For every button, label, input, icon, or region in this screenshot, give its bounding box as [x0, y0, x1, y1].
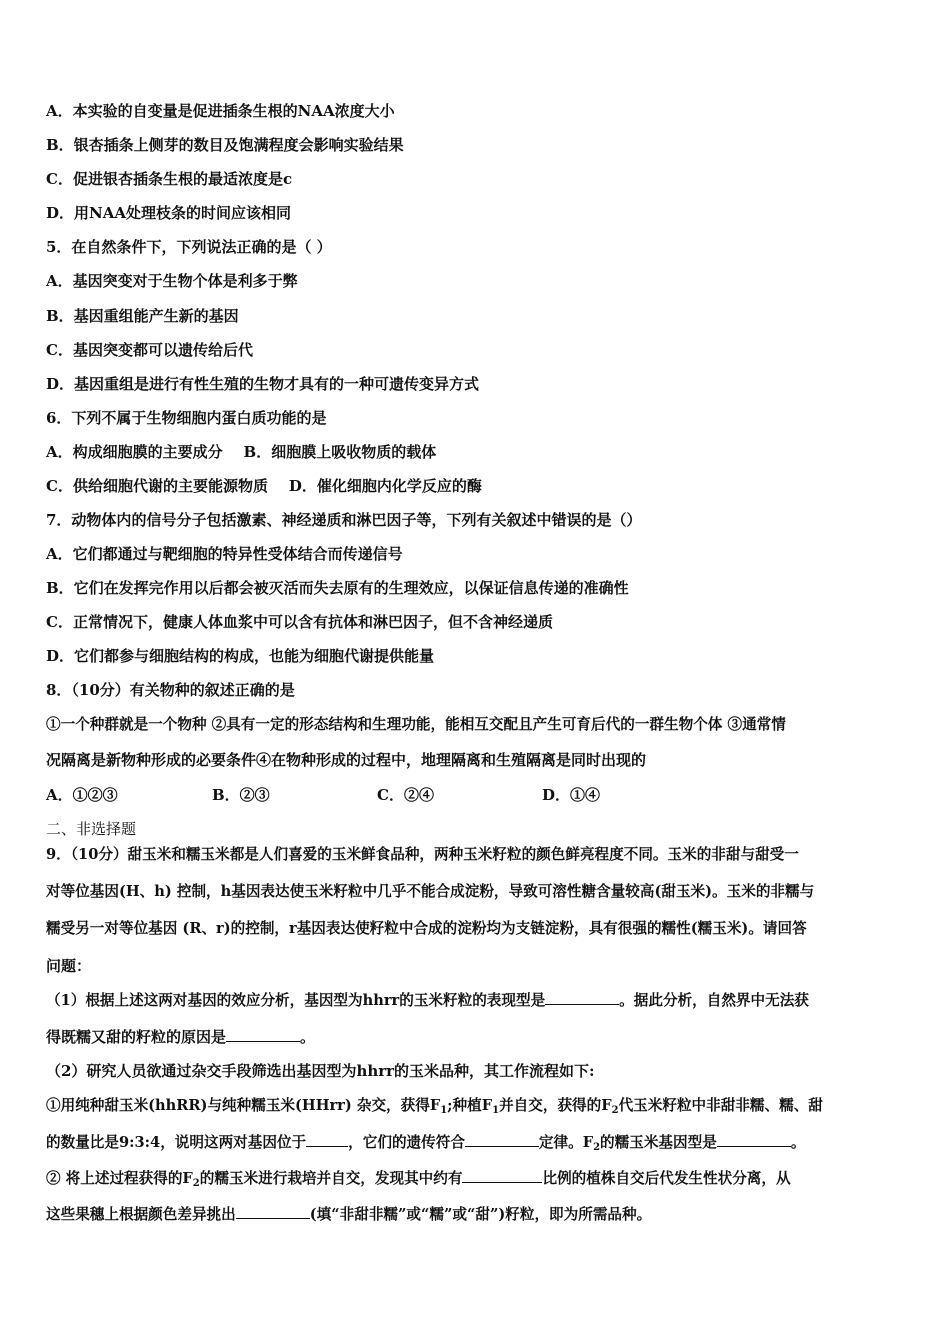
answer-blank[interactable] [462, 1168, 542, 1183]
subscript: 2 [593, 1142, 601, 1153]
q9-part2-line-2 [46, 1132, 805, 1158]
q9-part2-text: ①用纯种甜玉米(hhRR)与纯种糯玉米(HHrr) 杂交，获得F [46, 1097, 441, 1114]
q9-part1-text: 得既糯又甜的籽粒的原因是 [46, 1028, 227, 1046]
q5-stem: 5．在自然条件下，下列说法正确的是（ ） [46, 238, 332, 256]
q9-part2-text: (填“非甜非糯”或“糯”或“甜”)籽粒，即为所需品种。 [309, 1206, 652, 1223]
q9-intro-line-2: 对等位基因(H、h) 控制，h基因表达使玉米籽粒中几乎不能合成淀粉，导致可溶性糖含量较高(甜玉米)。玉米的非糯与 [46, 883, 815, 900]
q4-option-d: D．用NAA处理枝条的时间应该相同 [46, 204, 291, 222]
q8-option-c: C．②④ [377, 786, 434, 804]
subscript: 1 [492, 1105, 500, 1116]
answer-blank[interactable] [545, 990, 619, 1005]
answer-blank[interactable] [236, 1204, 310, 1219]
q9-part1-text: 。 [300, 1028, 316, 1046]
q9-part2-text: 的糯玉米进行栽培并自交，发现其中约有 [199, 1170, 463, 1187]
q5-option-a: A．基因突变对于生物个体是利多于弊 [46, 272, 298, 290]
q8-option-b: B．②③ [212, 786, 270, 804]
q7-option-b: B．它们在发挥完作用以后都会被灭活而失去原有的生理效应，以保证信息传递的准确性 [46, 579, 629, 597]
q4-option-a: A．本实验的自变量是促进插条生根的NAA浓度大小 [46, 102, 395, 120]
q7-option-a: A．它们都通过与靶细胞的特异性受体结合而传递信号 [46, 545, 403, 563]
q9-part1-text: （1）根据上述这两对基因的效应分析，基因型为hhrr的玉米籽粒的表现型是 [46, 992, 546, 1009]
q9-part2-line-4 [46, 1204, 651, 1225]
q9-part2-text: 并自交，获得的F [499, 1097, 612, 1114]
q5-option-b: B．基因重组能产生新的基因 [46, 307, 239, 325]
answer-blank[interactable] [465, 1132, 539, 1147]
answer-blank[interactable] [226, 1027, 300, 1042]
q9-part2-text: 定律。F [538, 1134, 594, 1151]
q9-part1-text: 。据此分析，自然界中无法获 [619, 992, 809, 1009]
q9-intro-line-3: 糯受另一对等位基因 (R、r)的控制，r基因表达使籽粒中合成的淀粉均为支链淀粉，具有很强的糯性(糯玉米)。请回答 [46, 920, 807, 937]
answer-blank[interactable] [306, 1132, 348, 1147]
q9-part2-text: ，它们的遗传符合 [348, 1134, 465, 1151]
q9-part2-text: 比例的植株自交后代发生性状分离，从 [542, 1170, 791, 1187]
subscript: 2 [611, 1105, 619, 1116]
subscript: 2 [192, 1178, 200, 1189]
q9-part1-line-1 [46, 990, 809, 1011]
q6-stem: 6．下列不属于生物细胞内蛋白质功能的是 [46, 409, 327, 427]
q9-intro-line-4: 问题： [46, 957, 92, 975]
q4-option-b: B．银杏插条上侧芽的数目及饱满程度会影响实验结果 [46, 136, 404, 154]
q9-intro-line-1: 9．（10分）甜玉米和糯玉米都是人们喜爱的玉米鲜食品种，两种玉米籽粒的颜色鲜亮程度不同。玉米的非甜与甜受一 [46, 846, 799, 863]
q9-part2-text: ② 将上述过程获得的F [46, 1170, 193, 1187]
q8-option-d: D．①④ [542, 786, 601, 804]
q6-options-row-1: A．构成细胞膜的主要成分 B．细胞膜上吸收物质的载体 [46, 443, 437, 461]
q5-option-d: D．基因重组是进行有性生殖的生物才具有的一种可遗传变异方式 [46, 375, 480, 393]
q9-part2-text: 的糯玉米基因型是 [600, 1134, 717, 1151]
q9-part2-text: 。 [790, 1134, 806, 1151]
answer-blank[interactable] [717, 1132, 791, 1147]
q9-part2-text: 代玉米籽粒中非甜非糯、糯、甜 [618, 1097, 823, 1114]
section-heading: 二、非选择题 [46, 820, 137, 838]
q9-part2-text: ;种植F [447, 1097, 493, 1114]
q7-stem: 7．动物体内的信号分子包括激素、神经递质和淋巴因子等，下列有关叙述中错误的是（） [46, 511, 642, 529]
q7-option-d: D．它们都参与细胞结构的构成，也能为细胞代谢提供能量 [46, 647, 435, 665]
q7-option-c: C．正常情况下，健康人体血浆中可以含有抗体和淋巴因子，但不含神经递质 [46, 613, 553, 631]
q8-stem: 8．（10分）有关物种的叙述正确的是 [46, 681, 295, 699]
q9-part2-stem: （2）研究人员欲通过杂交手段筛选出基因型为hhrr的玉米品种，其工作流程如下: [46, 1062, 595, 1080]
subscript: 1 [440, 1105, 448, 1116]
q9-part2-line-1 [46, 1096, 823, 1121]
q4-option-c: C．促进银杏插条生根的最适浓度是c [46, 170, 293, 188]
q8-option-a: A．①②③ [46, 786, 118, 804]
q9-part2-text: 的数量比是9:3:4，说明这两对基因位于 [46, 1134, 307, 1151]
q9-part2-text: 这些果穗上根据颜色差异挑出 [46, 1206, 236, 1223]
q8-statements-line-1: ①一个种群就是一个物种 ②具有一定的形态结构和生理功能，能相互交配且产生可育后代的一群生物个体 ③通常情 [46, 716, 786, 733]
q9-part2-line-3 [46, 1168, 791, 1194]
q8-statements-line-2: 况隔离是新物种形成的必要条件④在物种形成的过程中，地理隔离和生殖隔离是同时出现的 [46, 751, 647, 769]
q9-part1-line-2 [46, 1027, 315, 1047]
q6-options-row-2: C．供给细胞代谢的主要能源物质 D．催化细胞内化学反应的酶 [46, 477, 482, 495]
q5-option-c: C．基因突变都可以遗传给后代 [46, 341, 253, 359]
